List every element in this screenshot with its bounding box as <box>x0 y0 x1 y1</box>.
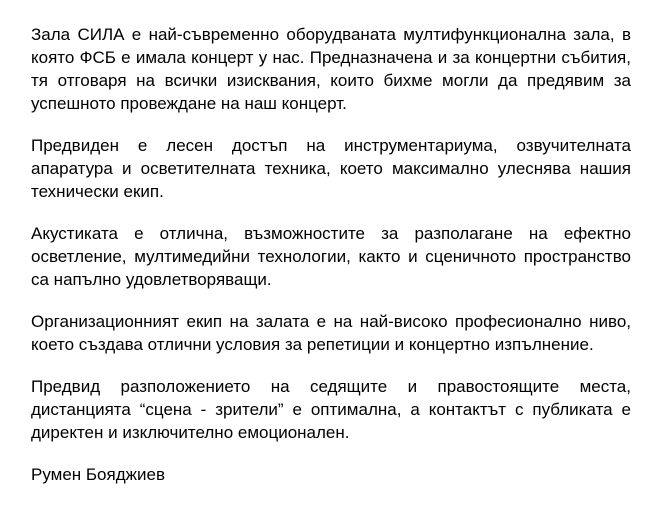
paragraph-venue-intro: Зала СИЛА е най-съвременно оборудваната мултифункционална зала, в която ФСБ е имала концерт у нас. Предназначена и за концертни събития, тя отговаря на всички изисквания, които бихме могли да предявим за успешното провеждане на наш концерт. <box>31 25 631 113</box>
paragraph-technical-access: Предвиден е лесен достъп на инструментариума, озвучителната апаратура и осветителната техника, което максимално улеснява нашия технически екип. <box>31 136 631 201</box>
author-signature: Румен Бояджиев <box>31 465 165 484</box>
paragraph-acoustics: Акустиката е отлична, възможностите за разполагане на ефектно осветление, мултимедийни технологии, както и сценичното пространство са напълно удовлетворяващи. <box>31 224 631 289</box>
paragraph-audience-contact: Предвид разположението на седящите и правостоящите места, дистанцията “сцена - зрители” е оптимална, а контактът с публиката е директен и изключително емоционален. <box>31 377 631 442</box>
paragraph-organization-team: Организационният екип на залата е на най-високо професионално ниво, което създава отлични условия за репетиции и концертно изпълнение. <box>31 312 631 354</box>
